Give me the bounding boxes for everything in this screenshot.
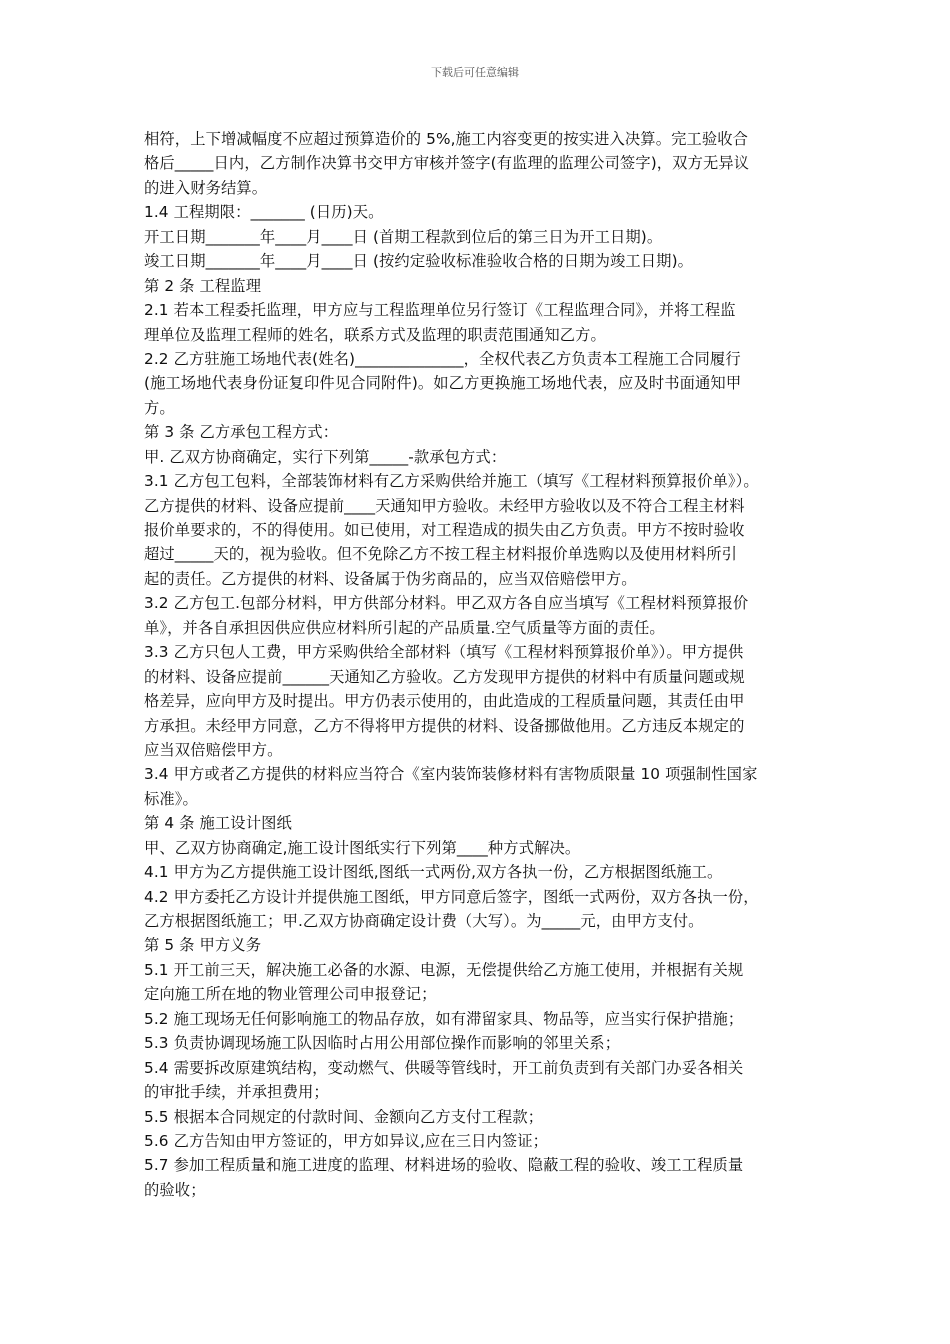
text-line: 竣工日期_______年____月____日 (按约定验收标准验收合格的日期为竣工日期)。 — [144, 252, 694, 271]
section-heading: 第 3 条 乙方承包工程方式： — [144, 423, 339, 442]
text-line: 应当双倍赔偿甲方。 — [144, 740, 283, 759]
text-line: 的审批手续，并承担费用； — [144, 1083, 329, 1102]
text-line: 3.2 乙方包工.包部分材料，甲方供部分材料。甲乙双方各自应当填写《工程材料预算报价 — [144, 594, 749, 613]
text-line: 3.1 乙方包工包料，全部装饰材料有乙方采购供给并施工（填写《工程材料预算报价单》）。 — [144, 472, 759, 491]
text-line: 起的责任。乙方提供的材料、设备属于伪劣商品的，应当双倍赔偿甲方。 — [144, 569, 637, 588]
text-line: 格后_____日内，乙方制作决算书交甲方审核并签字(有监理的监理公司签字)，双方无异议 — [144, 154, 750, 173]
text-line: 2.1 若本工程委托监理，甲方应与工程监理单位另行签订《工程监理合同》，并将工程监 — [144, 301, 736, 320]
text-line: 方承担。未经甲方同意，乙方不得将甲方提供的材料、设备挪做他用。乙方违反本规定的 — [144, 716, 745, 735]
text-line: 5.5 根据本合同规定的付款时间、金额向乙方支付工程款； — [144, 1107, 544, 1126]
text-line: 乙方根据图纸施工；甲.乙双方协商确定设计费（大写）。为_____元，由甲方支付。 — [144, 912, 704, 930]
text-line: 的材料、设备应提前______天通知乙方验收。乙方发现甲方提供的材料中有质量问题或规 — [144, 667, 745, 686]
text-line: 开工日期_______年____月____日 (首期工程款到位后的第三日为开工日期)。 — [144, 227, 663, 246]
text-line: (施工场地代表身份证复印件见合同附件)。如乙方更换施工场地代表，应及时书面通知甲 — [144, 374, 742, 393]
text-line: 3.4 甲方或者乙方提供的材料应当符合《室内装饰装修材料有害物质限量 10 项强制性国家 — [144, 765, 758, 784]
text-line: 5.4 需要拆改原建筑结构，变动燃气、供暖等管线时，开工前负责到有关部门办妥各相关 — [144, 1058, 744, 1077]
text-line: 5.3 负责协调现场施工队因临时占用公用部位操作而影响的邻里关系； — [144, 1034, 621, 1053]
text-line: 定向施工所在地的物业管理公司申报登记； — [144, 985, 437, 1004]
text-line: 格差异，应向甲方及时提出。甲方仍表示使用的，由此造成的工程质量问题，其责任由甲 — [144, 692, 745, 711]
document-body — [144, 127, 824, 1202]
text-line: 5.2 施工现场无任何影响施工的物品存放，如有滞留家具、物品等，应当实行保护措施； — [144, 1009, 744, 1028]
text-line: 4.2 甲方委托乙方设计并提供施工图纸，甲方同意后签字，图纸一式两份，双方各执一份， — [144, 887, 759, 906]
text-line: 1.4 工程期限：_______ (日历)天。 — [144, 203, 384, 222]
text-line: 3.3 乙方只包人工费，甲方采购供给全部材料（填写《工程材料预算报价单》）。甲方提供 — [144, 643, 744, 662]
text-line: 2.2 乙方驻施工场地代表(姓名)______________，全权代表乙方负责本工程施工合同履行 — [144, 349, 741, 368]
page-header: 下载后可任意编辑 — [431, 66, 519, 79]
text-line: 的验收； — [144, 1180, 206, 1199]
text-line: 报价单要求的，不的得使用。如已使用，对工程造成的损失由乙方负责。甲方不按时验收 — [144, 521, 745, 539]
text-line: 5.7 参加工程质量和施工进度的监理、材料进场的验收、隐蔽工程的验收、竣工工程质量 — [144, 1156, 744, 1175]
text-line: 理单位及监理工程师的姓名，联系方式及监理的职责范围通知乙方。 — [144, 325, 606, 344]
text-line: 的进入财务结算。 — [144, 178, 268, 197]
text-line: 4.1 甲方为乙方提供施工设计图纸,图纸一式两份,双方各执一份，乙方根据图纸施工。 — [144, 863, 723, 882]
section-heading: 第 2 条 工程监理 — [144, 276, 262, 295]
text-line: 相符，上下增减幅度不应超过预算造价的 5%,施工内容变更的按实进入决算。完工验收合 — [144, 130, 749, 148]
text-line: 甲. 乙双方协商确定，实行下列第_____-款承包方式： — [144, 447, 507, 466]
text-line: 甲、乙双方协商确定,施工设计图纸实行下列第____种方式解决。 — [144, 838, 581, 857]
text-line: 乙方提供的材料、设备应提前____天通知甲方验收。未经甲方验收以及不符合工程主材料 — [144, 496, 745, 515]
section-heading: 第 4 条 施工设计图纸 — [144, 814, 292, 833]
text-line: 5.6 乙方告知由甲方签证的，甲方如异议,应在三日内签证； — [144, 1131, 549, 1150]
text-line: 5.1 开工前三天，解决施工必备的水源、电源，无偿提供给乙方施工使用，并根据有关规 — [144, 960, 744, 979]
text-line: 单》，并各自承担因供应供应材料所引起的产品质量.空气质量等方面的责任。 — [144, 618, 665, 637]
text-line: 标准》。 — [144, 789, 198, 808]
text-line: 超过_____天的，视为验收。但不免除乙方不按工程主材料报价单选购以及使用材料所引 — [144, 545, 738, 564]
text-line: 方。 — [144, 398, 175, 417]
section-heading: 第 5 条 甲方义务 — [144, 936, 262, 955]
